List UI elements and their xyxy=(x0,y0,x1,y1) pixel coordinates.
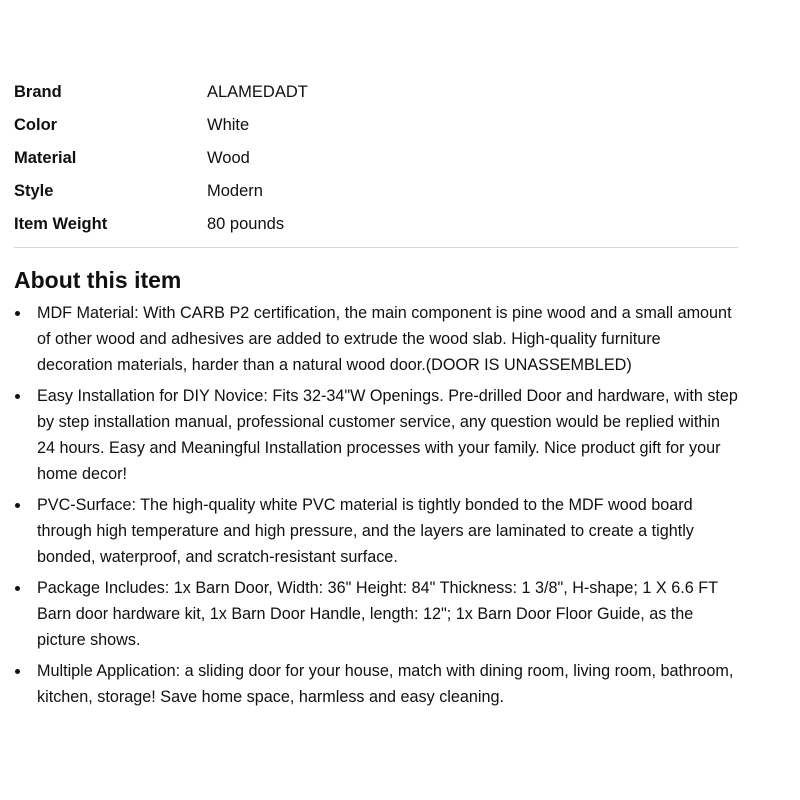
spec-row-material xyxy=(14,142,308,175)
about-bullet xyxy=(14,383,738,487)
about-bullet xyxy=(14,575,738,653)
spec-label: Item Weight xyxy=(14,215,108,233)
about-bullet xyxy=(14,658,738,710)
bullet-text: Easy Installation for DIY Novice: Fits 32-34"W Openings. Pre-drilled Door and hardware, with step by step installation manual, professional customer service, any question would be replied within 24 hours. Easy and Meaningful Installation processes with your family. Nice product gift for your home decor! xyxy=(37,387,738,483)
spec-row-style xyxy=(14,175,308,208)
about-bullet xyxy=(14,492,738,570)
spec-label: Brand xyxy=(14,83,62,101)
spec-value: 80 pounds xyxy=(207,215,285,233)
bullet-text: PVC-Surface: The high-quality white PVC material is tightly bonded to the MDF wood board through high temperature and high pressure, and the layers are laminated to create a tightly bonded, waterproof, and scratch-resistant surface. xyxy=(37,496,694,566)
bullet-dot-icon xyxy=(15,503,20,508)
spec-label: Material xyxy=(14,149,77,167)
spec-row-color xyxy=(14,109,308,142)
bullet-dot-icon xyxy=(15,669,20,674)
spec-value: Wood xyxy=(207,149,250,167)
product-specs-table xyxy=(14,76,308,241)
about-bullet-list xyxy=(14,300,738,710)
spec-row-item-weight xyxy=(14,208,308,241)
product-details xyxy=(14,76,738,715)
about-bullet xyxy=(14,300,738,378)
bullet-dot-icon xyxy=(15,311,20,316)
about-heading: About this item xyxy=(14,267,182,293)
bullet-text: Multiple Application: a sliding door for your house, match with dining room, living room, bathroom, kitchen, storage! Save home space, harmless and easy cleaning. xyxy=(37,662,734,706)
spec-label: Color xyxy=(14,116,58,134)
bullet-text: MDF Material: With CARB P2 certification, the main component is pine wood and a small amount of other wood and adhesives are added to extrude the wood slab. High-quality furniture decoration materials, harder than a natural wood door.(DOOR IS UNASSEMBLED) xyxy=(37,304,732,374)
spec-value: White xyxy=(207,116,250,134)
bullet-dot-icon xyxy=(15,586,20,591)
spec-value: ALAMEDADT xyxy=(207,83,308,101)
spec-row-brand xyxy=(14,76,308,109)
bullet-text: Package Includes: 1x Barn Door, Width: 36" Height: 84" Thickness: 1 3/8", H-shape; 1 X 6.6 FT Barn door hardware kit, 1x Barn Door Handle, length: 12"; 1x Barn Door Floor Guide, as the picture shows. xyxy=(37,579,718,649)
section-divider xyxy=(14,247,738,248)
bullet-dot-icon xyxy=(15,394,20,399)
spec-label: Style xyxy=(14,182,54,200)
spec-value: Modern xyxy=(207,182,263,200)
